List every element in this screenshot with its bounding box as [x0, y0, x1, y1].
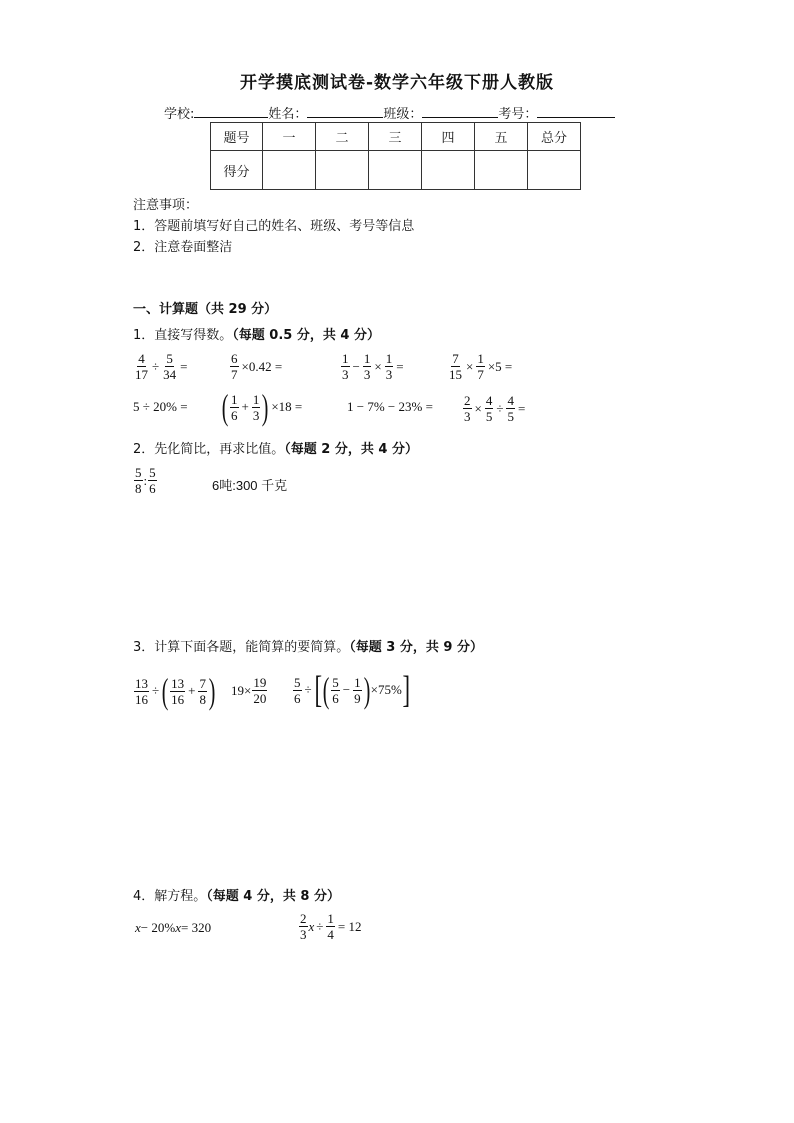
fraction: $\frac{7}{15}$: [449, 351, 462, 382]
fraction: $\frac{1}{4}$: [327, 911, 334, 942]
expr-q1-4: $\frac{7}{15}$ × $\frac{1}{7}$ ×5 =: [449, 351, 513, 382]
score-header-cell: 题号: [211, 123, 263, 151]
expr-q2-1: 5 8 : 5 6: [135, 465, 156, 496]
question-1: [133, 324, 380, 343]
expr-q1-8: $\frac{2}{3}$ × $\frac{4}{5}$ ÷ $\frac{4}{5}$ =: [464, 393, 526, 424]
name-field[interactable]: [307, 104, 383, 118]
fraction: 1 6: [231, 391, 238, 423]
expr-q4-1: x − 20% x = 320: [135, 920, 212, 935]
score-cell[interactable]: [475, 151, 528, 190]
fraction: $\frac{4}{5}$: [485, 393, 493, 424]
exam-no-label: 考号：: [498, 107, 538, 122]
fraction: $\frac{4}{17}$: [135, 351, 148, 382]
question-text: 4．解方程。: [133, 889, 207, 904]
section-title: 一、计算题（共 29 分）: [133, 302, 278, 317]
score-header-cell: 总分: [528, 123, 581, 151]
expr-q3-3: $\frac{5}{6}$ ÷ [ ( 5 6 − $\frac{1}{9}$ ) ×75% ]: [294, 669, 410, 711]
score-header-cell: 三: [369, 123, 422, 151]
fraction: 5 6: [332, 674, 339, 706]
fraction: $\frac{1}{7}$: [477, 351, 484, 382]
question-2: [133, 438, 418, 457]
fraction: $\frac{5}{34}$: [163, 351, 177, 382]
fraction: $\frac{5}{6}$: [294, 674, 301, 706]
expr-q1-7: 1 − 7% − 23% =: [347, 399, 433, 414]
question-points: （每题 0.5 分，共 4 分）: [232, 328, 380, 343]
fraction: 1 3: [342, 351, 349, 382]
fraction: $\frac{13}{16}$: [135, 675, 148, 707]
score-cell[interactable]: [369, 151, 422, 190]
expr-q1-3: 1 3 − $\frac{1}{3}$ × $\frac{1}{3}$ =: [342, 351, 404, 382]
question-3: [133, 636, 483, 655]
fraction: $\frac{19}{20}$: [253, 675, 267, 706]
fraction: 5 8: [135, 465, 142, 496]
fraction: $\frac{1}{3}$: [363, 351, 371, 382]
fraction: $\frac{2}{3}$: [464, 393, 471, 424]
question-points: （每题 2 分，共 4 分）: [284, 442, 418, 457]
fraction: $\frac{4}{5}$: [507, 393, 514, 424]
page-title: 开学摸底测试卷-数学六年级下册人教版: [239, 73, 555, 93]
fraction: 2 3: [300, 911, 307, 942]
question-text: 3．计算下面各题，能简算的要简算。: [133, 640, 350, 655]
expr-q3-2: 19× $\frac{19}{20}$: [231, 675, 267, 706]
fraction: 5 6: [149, 465, 156, 496]
question-4: [133, 885, 340, 904]
score-cell[interactable]: [422, 151, 475, 190]
school-field[interactable]: [194, 104, 268, 118]
score-table: [210, 122, 581, 190]
expr-q3-1: $\frac{13}{16}$ ÷ ( 13 16 + $\frac{7}{8}$ ): [135, 671, 216, 711]
expr-q4-2: 2 3 x ÷ $\frac{1}{4}$ = 12: [300, 911, 362, 942]
expr-q1-1: $\frac{4}{17}$ ÷ $\frac{5}{34}$ =: [135, 351, 188, 382]
question-points: （每题 3 分，共 9 分）: [349, 640, 483, 655]
notes-heading: 注意事项：: [133, 198, 199, 213]
expr-q1-2: $\frac{6}{7}$ ×0.42 =: [231, 351, 283, 382]
expr-q1-5: 5 ÷ 20% =: [133, 399, 188, 414]
score-header-cell: 一: [263, 123, 316, 151]
expr-q2-2: 6吨:300 千克: [212, 478, 288, 493]
score-header-cell: 五: [475, 123, 528, 151]
exam-no-field[interactable]: [537, 104, 615, 118]
name-label: 姓名：: [268, 107, 308, 122]
fraction: $\frac{1}{3}$: [385, 351, 393, 382]
note-item: 2．注意卷面整洁: [133, 240, 233, 255]
class-field[interactable]: [422, 104, 498, 118]
class-label: 班级：: [383, 107, 423, 122]
score-header-cell: 二: [316, 123, 369, 151]
question-points: （每题 4 分，共 8 分）: [206, 889, 340, 904]
score-cell[interactable]: [316, 151, 369, 190]
question-text: 1．直接写得数。: [133, 328, 233, 343]
fraction: $\frac{1}{3}$: [252, 391, 260, 423]
score-cell[interactable]: [263, 151, 316, 190]
fraction: $\frac{7}{8}$: [199, 675, 206, 707]
score-value-row: [211, 151, 581, 190]
score-header-cell: 四: [422, 123, 475, 151]
score-row-label: 得分: [211, 151, 263, 190]
school-label: 学校:: [164, 107, 195, 122]
note-item: 1．答题前填写好自己的姓名、班级、考号等信息: [133, 219, 415, 234]
fraction: $\frac{6}{7}$: [231, 351, 238, 382]
score-cell[interactable]: [528, 151, 581, 190]
expr-q1-6: ( 1 6 + $\frac{1}{3}$ ) ×18 =: [221, 387, 303, 427]
score-header-row: [211, 123, 581, 151]
info-line: [164, 103, 615, 122]
fraction: 13 16: [171, 675, 185, 707]
question-text: 2．先化简比，再求比值。: [133, 442, 285, 457]
fraction: $\frac{1}{9}$: [354, 674, 361, 706]
